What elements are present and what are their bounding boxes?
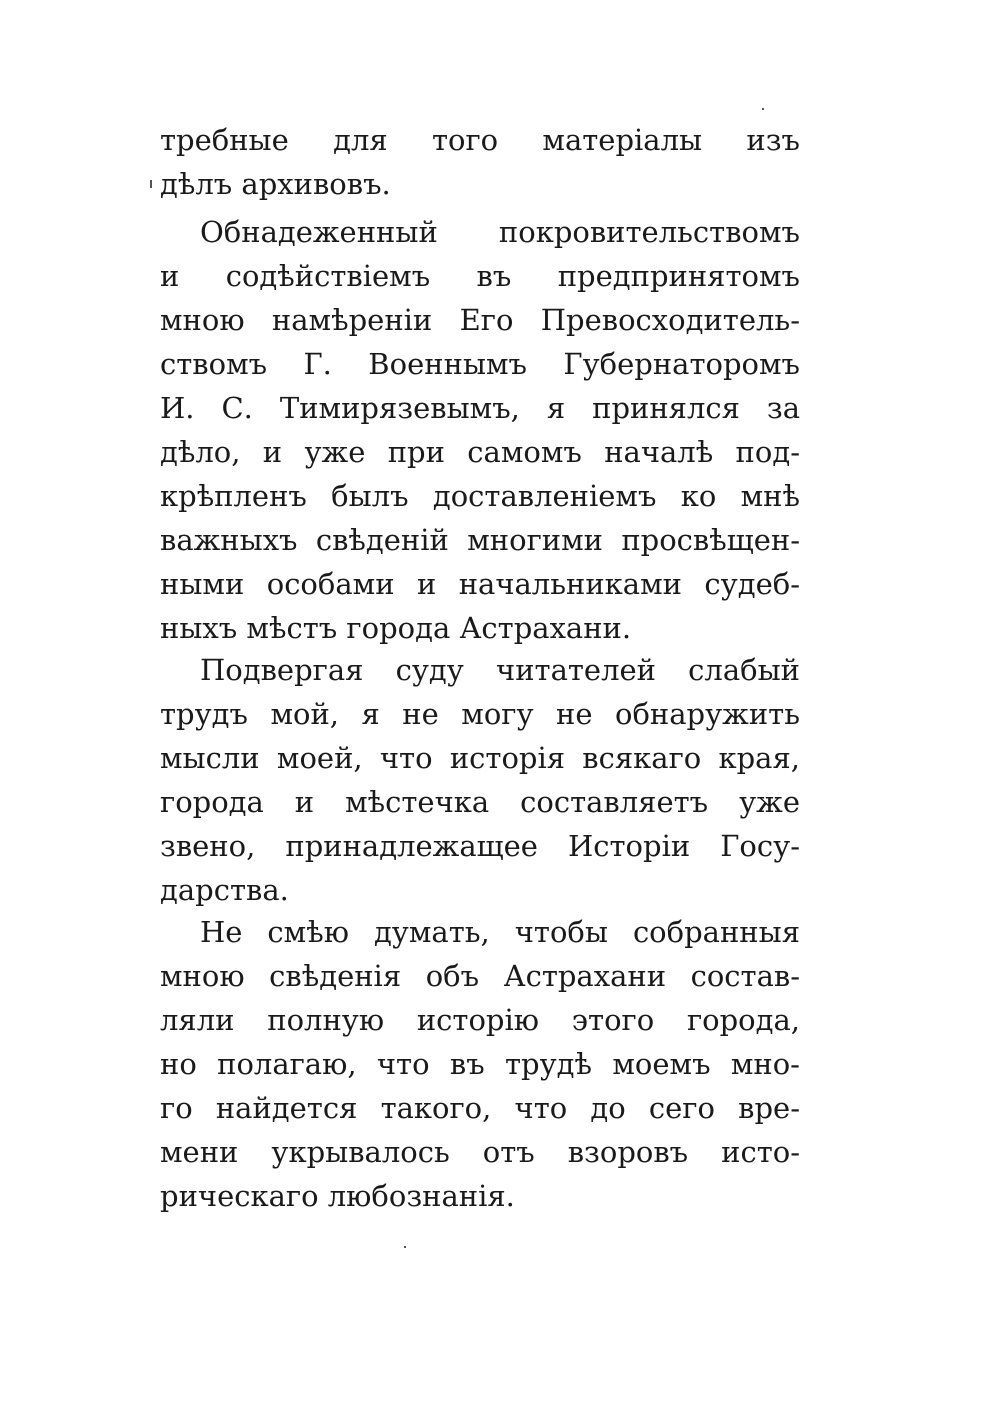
text-line: дарства.: [160, 873, 289, 907]
text-line: Обнадеженный покровительствомъ: [200, 215, 800, 249]
text-line: мною свѣденія объ Астрахани состав-: [160, 959, 800, 993]
text-line: ствомъ Г. Военнымъ Губернаторомъ: [160, 347, 800, 381]
text-line: дѣло, и уже при самомъ началѣ под-: [160, 435, 800, 469]
text-line: трудъ мой, я не могу не обнаружить: [160, 697, 800, 731]
text-line: И. С. Тимирязевымъ, я принялся за: [160, 391, 800, 425]
scan-speck: [404, 1246, 406, 1248]
text-line: города и мѣстечка составляетъ уже: [160, 785, 800, 819]
text-line: ными особами и начальниками судеб-: [160, 567, 800, 601]
text-line: мысли моей, что исторія всякаго края,: [160, 741, 800, 775]
text-line: ляли полную исторію этого города,: [160, 1003, 800, 1037]
text-line: важныхъ свѣденій многими просвѣщен-: [160, 523, 800, 557]
text-line: рическаго любознанія.: [160, 1179, 515, 1213]
text-line: и содѣйствіемъ въ предпринятомъ: [160, 259, 800, 293]
text-line: дѣлъ архивовъ.: [160, 167, 391, 201]
text-line: мною намѣреніи Его Превосходитель-: [160, 303, 800, 337]
text-line: Не смѣю думать, чтобы собранныя: [200, 915, 800, 949]
text-line: Подвергая суду читателей слабый: [200, 653, 800, 687]
text-line: но полагаю, что въ трудѣ моемъ мно-: [160, 1047, 800, 1081]
text-line: го найдется такого, что до сего вре-: [160, 1091, 800, 1125]
text-line: звено, принадлежащее Исторіи Госу-: [160, 829, 800, 863]
text-line: крѣпленъ былъ доставленіемъ ко мнѣ: [160, 479, 800, 513]
text-line: ныхъ мѣстъ города Астрахани.: [160, 611, 632, 645]
scan-speck: [150, 180, 152, 188]
text-line: мени укрывалось отъ взоровъ исто-: [160, 1135, 800, 1169]
text-line: требные для того матеріалы изъ: [160, 123, 800, 157]
scan-speck: [762, 108, 764, 110]
